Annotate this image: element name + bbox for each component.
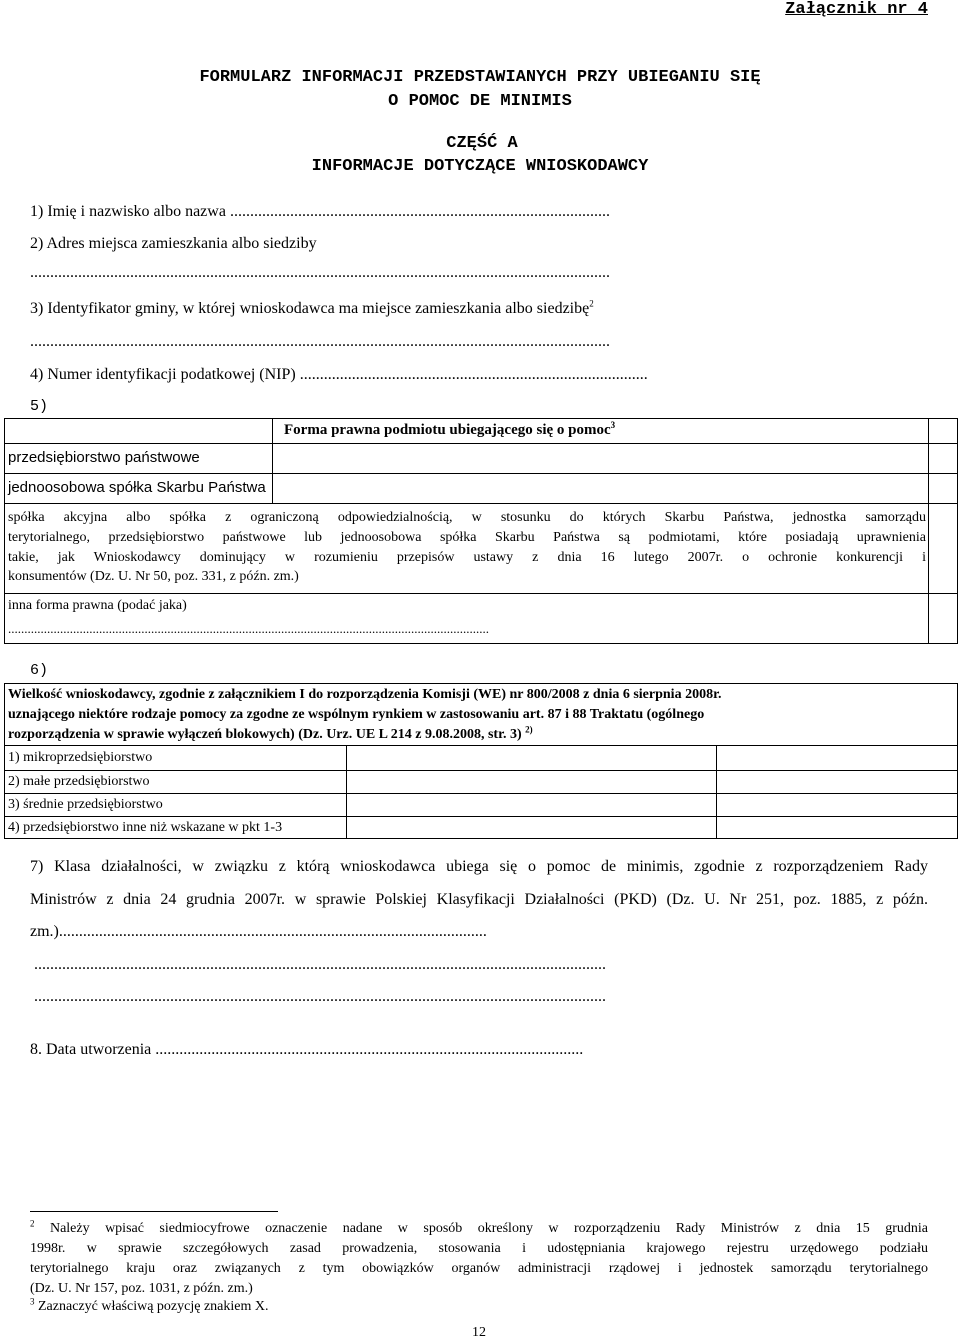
- pkd-input-1[interactable]: ...........................................................................................................: [58, 923, 487, 940]
- footnote-2-line1: $^2$ Należy wpisać siedmiocyfrowe oznaczenie nadane w sposób określony w rozporządzeniu Rady Ministrów z dnia 15 grudnia: [30, 1218, 928, 1236]
- footnote-ref-2: 2: [589, 298, 594, 309]
- field-municipality-label: 3) Identyfikator gminy, w której wnioskodawca ma miejsce zamieszkania albo siedzibę$^2$: [30, 298, 594, 317]
- field-nip-label: 4) Numer identyfikacji podatkowej (NIP): [30, 366, 296, 383]
- legal-form-checkbox-2[interactable]: [928, 473, 958, 504]
- section5-number: 5): [30, 398, 49, 415]
- size-checkbox-4[interactable]: [347, 817, 716, 838]
- creation-date-label: 8. Data utworzenia: [30, 1041, 152, 1058]
- footnote-2-line3: terytorialnego kraju oraz związanych z tym obowiązków organów administracji rządowej i jednostek samorządu terytorialnego: [30, 1261, 928, 1276]
- field-nip-dots[interactable]: .......................................................................................: [299, 366, 648, 383]
- legal-form-option-other-input[interactable]: ....................................................................................................................................................: [8, 621, 489, 636]
- pkd-text-line2: Ministrów z dnia 24 grudnia 2007r. w sprawie Polskiej Klasyfikacji Działalności (PKD) (Dz. U. Nr 251, poz. 1885, z późn.: [30, 891, 928, 908]
- pkd-input-2[interactable]: ...............................................................................................................................................: [34, 956, 606, 973]
- field-name-label: 1) Imię i nazwisko albo nazwa: [30, 203, 226, 220]
- legal-form-checkbox-4[interactable]: [928, 593, 958, 643]
- pkd-text-line3[interactable]: zm.)...........................................................................................................: [30, 923, 487, 940]
- creation-date-row[interactable]: [30, 1041, 583, 1059]
- legal-form-option-other-label: inna forma prawna (podać jaka): [8, 598, 187, 613]
- footnote-2-line2: 1998r. w sprawie szczegółowych zasad prowadzenia, stosowania i udostępniania krajowego rejestru urzędowego podziału: [30, 1241, 928, 1256]
- size-option-micro: 1) mikroprzedsiębiorstwo: [8, 750, 153, 765]
- size-heading-line1: Wielkość wnioskodawcy, zgodnie z załącznikiem I do rozporządzenia Komisji (WE) nr 800/2008 z dnia 6 sierpnia 2008r.: [8, 687, 722, 702]
- form-title-line2: O POMOC DE MINIMIS: [388, 92, 572, 111]
- legal-form-heading: Forma prawna podmiotu ubiegającego się o pomoc$^3$: [284, 420, 616, 438]
- footnote-separator: [30, 1211, 278, 1212]
- footnote-3: $^3$ Zaznaczyć właściwą pozycję znakiem X.: [30, 1296, 269, 1314]
- size-option-medium: 3) średnie przedsiębiorstwo: [8, 797, 163, 812]
- part-title: CZĘŚĆ A: [446, 134, 518, 153]
- footnote-2-line4: (Dz. U. Nr 157, poz. 1031, z późn. zm.): [30, 1281, 253, 1296]
- size-heading-line2: uznającego niektóre rodzaje pomocy za zgodne ze wspólnym rynkiem w zastosowaniu art. 87 i 88 Traktatu (ogólnego: [8, 707, 705, 722]
- legal-form-checkbox-3[interactable]: [928, 503, 958, 594]
- legal-form-option-state-enterprise: przedsiębiorstwo państwowe: [8, 449, 200, 466]
- size-checkbox-2[interactable]: [347, 771, 716, 793]
- size-option-other: 4) przedsiębiorstwo inne niż wskazane w pkt 1-3: [8, 820, 283, 835]
- size-option-small: 2) małe przedsiębiorstwo: [8, 774, 150, 789]
- field-address-label: 2) Adres miejsca zamieszkania albo siedziby: [30, 235, 317, 252]
- pkd-input-3[interactable]: ...............................................................................................................................................: [34, 988, 606, 1005]
- page-number: 12: [472, 1325, 486, 1340]
- form-title-line1: FORMULARZ INFORMACJI PRZEDSTAWIANYCH PRZY UBIEGANIU SIĘ: [199, 68, 761, 87]
- pkd-text-line1: 7) Klasa działalności, w związku z którą wnioskodawca ubiega się o pomoc de minimis, zgodnie z rozporządzeniem Rady: [30, 858, 928, 875]
- field-name-row[interactable]: [30, 203, 610, 221]
- size-heading-line3: rozporządzenia w sprawie wyłączeń blokowych) (Dz. Urz. UE L 214 z 9.08.2008, str. 3) $^{2)}$: [8, 724, 533, 742]
- field-address-dots[interactable]: .................................................................................................................................................: [30, 264, 610, 281]
- field-name-dots[interactable]: ...............................................................................................: [229, 203, 610, 220]
- part-subtitle: INFORMACJE DOTYCZĄCE WNIOSKODAWCY: [311, 157, 649, 176]
- field-municipality-dots[interactable]: .................................................................................................................................................: [30, 333, 610, 350]
- size-checkbox-1[interactable]: [347, 746, 716, 770]
- section6-number: 6): [30, 662, 49, 679]
- attachment-label: Załącznik nr 4: [785, 0, 928, 19]
- creation-date-input[interactable]: ...........................................................................................................: [155, 1041, 584, 1058]
- legal-form-option-single-member-company: jednoosobowa spółka Skarbu Państwa: [8, 479, 266, 496]
- legal-form-checkbox-1[interactable]: [928, 443, 958, 474]
- field-nip-row[interactable]: [30, 366, 648, 384]
- size-checkbox-3[interactable]: [347, 794, 716, 816]
